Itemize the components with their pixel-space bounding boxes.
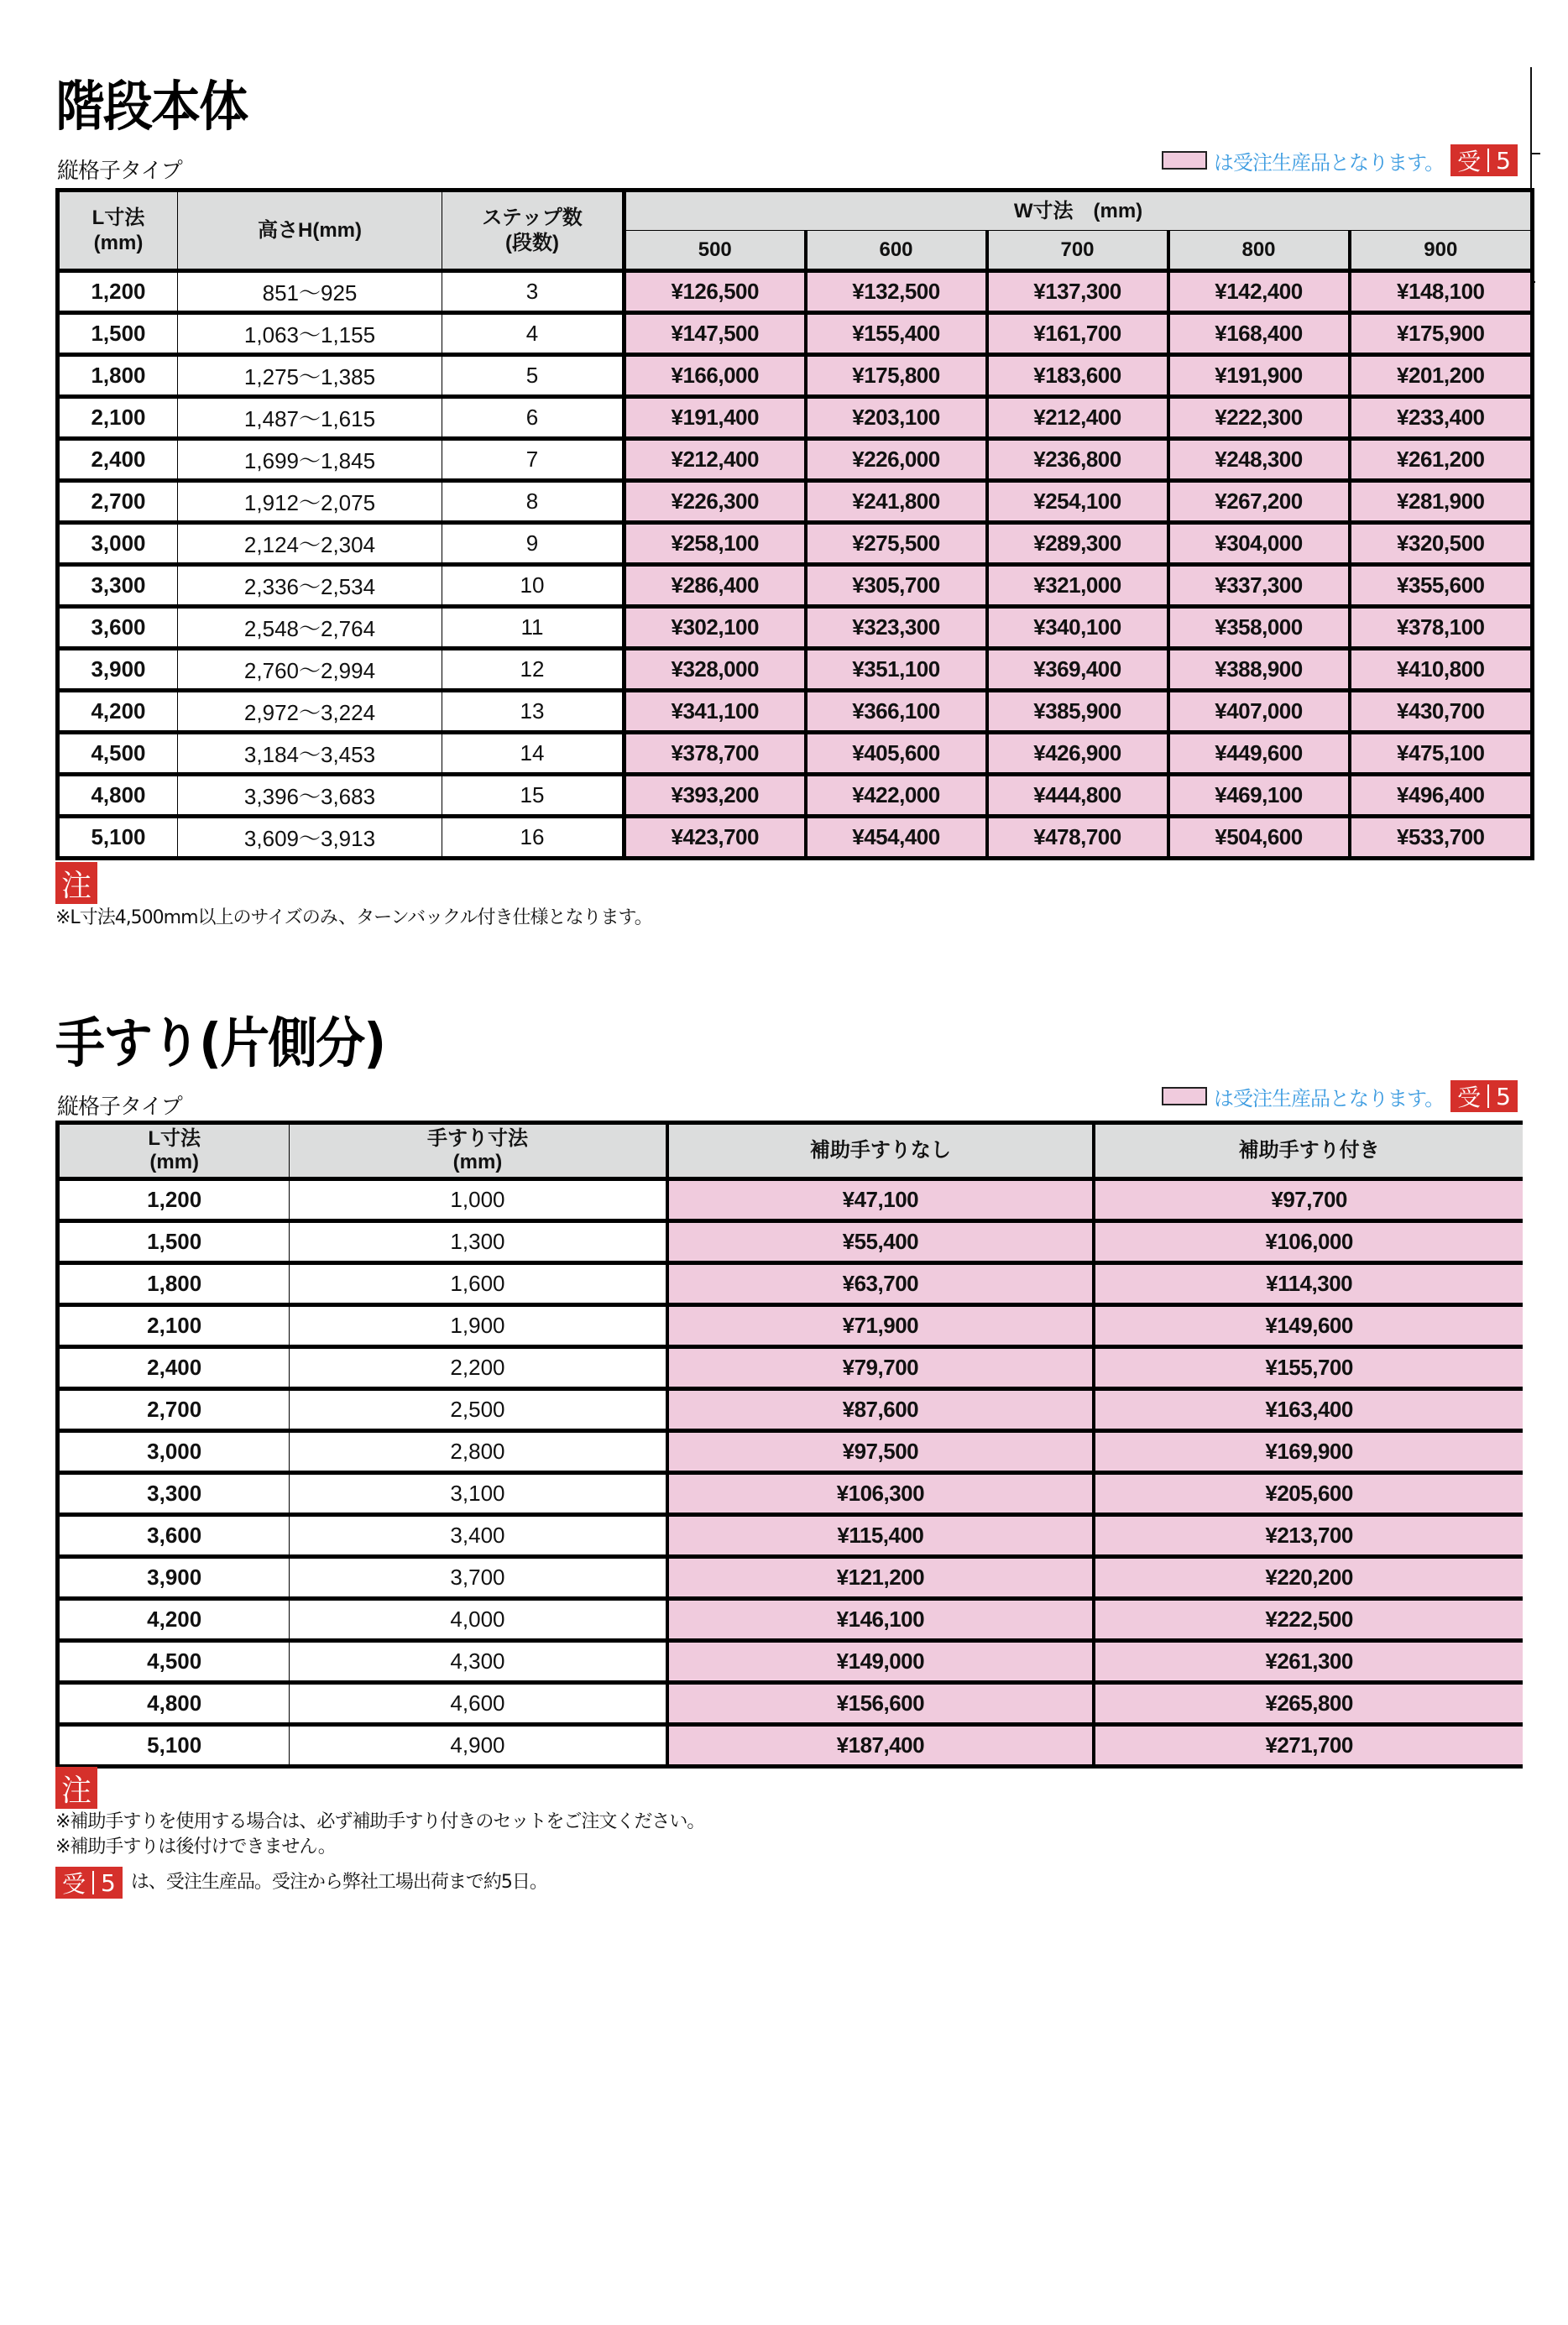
price-cell: ¥405,600: [806, 733, 987, 775]
price-cell: ¥191,900: [1168, 355, 1350, 397]
header-w-col: 900: [1350, 231, 1533, 271]
steps-cell: 12: [442, 649, 625, 691]
rail-size-cell: 1,300: [290, 1221, 667, 1263]
price-cell: ¥533,700: [1350, 817, 1533, 859]
table-row: [58, 1599, 1524, 1641]
price-cell: ¥423,700: [625, 817, 806, 859]
rail-size-cell: 3,700: [290, 1557, 667, 1599]
price-without-aux-cell: ¥115,400: [667, 1515, 1095, 1557]
rail-size-cell: 4,300: [290, 1641, 667, 1683]
price-cell: ¥504,600: [1168, 817, 1350, 859]
price-cell: ¥478,700: [987, 817, 1168, 859]
note-line: ※補助手すりは後付けできません。: [55, 1836, 336, 1857]
rail-size-cell: 1,000: [290, 1179, 667, 1221]
price-with-aux-cell: ¥169,900: [1094, 1431, 1523, 1473]
price-cell: ¥496,400: [1350, 775, 1533, 817]
price-cell: ¥369,400: [987, 649, 1168, 691]
price-cell: ¥305,700: [806, 565, 987, 607]
price-cell: ¥393,200: [625, 775, 806, 817]
note-line: ※補助手すりを使用する場合は、必ず補助手すり付きのセットをご注文ください。: [55, 1811, 705, 1832]
price-cell: ¥142,400: [1168, 271, 1350, 313]
price-with-aux-cell: ¥220,200: [1094, 1557, 1523, 1599]
steps-cell: 3: [442, 271, 625, 313]
table-row: [58, 481, 1533, 523]
header-w-col: 500: [625, 231, 806, 271]
table-row: [58, 1263, 1524, 1305]
price-without-aux-cell: ¥71,900: [667, 1305, 1095, 1347]
height-cell: 3,396～3,683: [178, 775, 442, 817]
badge-char: 受: [1457, 148, 1482, 175]
steps-cell: 15: [442, 775, 625, 817]
height-cell: 1,912～2,075: [178, 481, 442, 523]
badge-num: 5: [1496, 146, 1511, 175]
table-row: [58, 817, 1533, 859]
made-to-order-badge: [55, 1867, 123, 1899]
height-cell: 2,760～2,994: [178, 649, 442, 691]
l-size-cell: 4,200: [58, 691, 178, 733]
height-cell: 2,972～3,224: [178, 691, 442, 733]
price-cell: ¥366,100: [806, 691, 987, 733]
price-cell: ¥321,000: [987, 565, 1168, 607]
price-cell: ¥233,400: [1350, 397, 1533, 439]
table-row: [58, 775, 1533, 817]
header-w-col: 700: [987, 231, 1168, 271]
l-size-cell: 3,300: [58, 1473, 290, 1515]
price-with-aux-cell: ¥205,600: [1094, 1473, 1523, 1515]
price-cell: ¥222,300: [1168, 397, 1350, 439]
height-cell: 3,609～3,913: [178, 817, 442, 859]
steps-cell: 10: [442, 565, 625, 607]
table-row: [58, 313, 1533, 355]
price-cell: ¥201,200: [1350, 355, 1533, 397]
table-row: [58, 649, 1533, 691]
price-cell: ¥161,700: [987, 313, 1168, 355]
price-cell: ¥281,900: [1350, 481, 1533, 523]
table-row: [58, 523, 1533, 565]
l-size-cell: 5,100: [58, 817, 178, 859]
l-size-cell: 3,000: [58, 523, 178, 565]
note-icon: 注: [55, 862, 97, 904]
price-cell: ¥226,300: [625, 481, 806, 523]
price-cell: ¥226,000: [806, 439, 987, 481]
rail-size-cell: 4,600: [290, 1683, 667, 1725]
height-cell: 1,063～1,155: [178, 313, 442, 355]
price-cell: ¥378,100: [1350, 607, 1533, 649]
note-line: ※L寸法4,500mm以上のサイズのみ、ターンバックル付き仕様となります。: [55, 907, 652, 928]
l-size-cell: 1,200: [58, 1179, 290, 1221]
price-with-aux-cell: ¥114,300: [1094, 1263, 1523, 1305]
price-without-aux-cell: ¥79,700: [667, 1347, 1095, 1389]
l-size-cell: 4,800: [58, 775, 178, 817]
price-cell: ¥191,400: [625, 397, 806, 439]
section2-notes: [55, 1810, 704, 1860]
price-cell: ¥258,100: [625, 523, 806, 565]
legend-made-to-order-2: [1162, 1080, 1518, 1112]
section1-title: 階段本体: [55, 76, 248, 138]
steps-cell: 6: [442, 397, 625, 439]
table-row: [58, 1305, 1524, 1347]
table-row: [58, 1389, 1524, 1431]
price-cell: ¥254,100: [987, 481, 1168, 523]
price-cell: ¥351,100: [806, 649, 987, 691]
price-cell: ¥236,800: [987, 439, 1168, 481]
table-row: [58, 1473, 1524, 1515]
price-cell: ¥289,300: [987, 523, 1168, 565]
rail-size-cell: 2,500: [290, 1389, 667, 1431]
price-cell: ¥320,500: [1350, 523, 1533, 565]
price-cell: ¥358,000: [1168, 607, 1350, 649]
badge-num: 5: [1496, 1082, 1511, 1110]
price-cell: ¥168,400: [1168, 313, 1350, 355]
price-cell: ¥166,000: [625, 355, 806, 397]
l-size-cell: 2,700: [58, 1389, 290, 1431]
price-with-aux-cell: ¥261,300: [1094, 1641, 1523, 1683]
l-size-cell: 2,700: [58, 481, 178, 523]
height-cell: 3,184～3,453: [178, 733, 442, 775]
price-cell: ¥355,600: [1350, 565, 1533, 607]
l-size-cell: 3,900: [58, 649, 178, 691]
price-cell: ¥340,100: [987, 607, 1168, 649]
header-l-size: L寸法 (mm): [58, 1123, 290, 1179]
header-without-aux-rail: 補助手すりなし: [667, 1123, 1095, 1179]
rail-size-cell: 1,900: [290, 1305, 667, 1347]
steps-cell: 7: [442, 439, 625, 481]
section2-title: 手すり(片側分): [55, 1013, 385, 1075]
price-cell: ¥241,800: [806, 481, 987, 523]
steps-cell: 11: [442, 607, 625, 649]
header-l-size: L寸法 (mm): [58, 191, 178, 271]
table-row: [58, 271, 1533, 313]
price-cell: ¥341,100: [625, 691, 806, 733]
price-cell: ¥132,500: [806, 271, 987, 313]
price-with-aux-cell: ¥155,700: [1094, 1347, 1523, 1389]
steps-cell: 9: [442, 523, 625, 565]
header-w-col: 800: [1168, 231, 1350, 271]
price-cell: ¥275,500: [806, 523, 987, 565]
table-row: [58, 1515, 1524, 1557]
steps-cell: 14: [442, 733, 625, 775]
footer-made-to-order-note: [55, 1867, 547, 1899]
height-cell: 851～925: [178, 271, 442, 313]
table-row: [58, 1347, 1524, 1389]
price-cell: ¥469,100: [1168, 775, 1350, 817]
legend-swatch: [1162, 1087, 1207, 1105]
table-row: [58, 1221, 1524, 1263]
l-size-cell: 4,800: [58, 1683, 290, 1725]
price-without-aux-cell: ¥156,600: [667, 1683, 1095, 1725]
price-cell: ¥183,600: [987, 355, 1168, 397]
l-size-cell: 1,500: [58, 1221, 290, 1263]
price-without-aux-cell: ¥47,100: [667, 1179, 1095, 1221]
table-row: [58, 733, 1533, 775]
badge-char: 受: [62, 1870, 86, 1898]
price-without-aux-cell: ¥106,300: [667, 1473, 1095, 1515]
steps-cell: 13: [442, 691, 625, 733]
table-row: [58, 1683, 1524, 1725]
l-size-cell: 1,800: [58, 355, 178, 397]
badge-char: 受: [1457, 1084, 1482, 1111]
l-size-cell: 3,000: [58, 1431, 290, 1473]
table-row: [58, 1557, 1524, 1599]
note-icon: 注: [55, 1767, 97, 1809]
price-cell: ¥407,000: [1168, 691, 1350, 733]
table-row: [58, 607, 1533, 649]
l-size-cell: 2,100: [58, 1305, 290, 1347]
price-cell: ¥454,400: [806, 817, 987, 859]
price-cell: ¥286,400: [625, 565, 806, 607]
height-cell: 1,699～1,845: [178, 439, 442, 481]
table-row: [58, 1431, 1524, 1473]
made-to-order-badge: [1450, 1080, 1518, 1112]
price-cell: ¥137,300: [987, 271, 1168, 313]
rail-size-cell: 2,800: [290, 1431, 667, 1473]
price-without-aux-cell: ¥97,500: [667, 1431, 1095, 1473]
price-cell: ¥449,600: [1168, 733, 1350, 775]
height-cell: 2,124～2,304: [178, 523, 442, 565]
rail-size-cell: 3,100: [290, 1473, 667, 1515]
price-cell: ¥175,800: [806, 355, 987, 397]
price-cell: ¥203,100: [806, 397, 987, 439]
section2-subtitle: 縦格子タイプ: [57, 1095, 182, 1120]
price-with-aux-cell: ¥213,700: [1094, 1515, 1523, 1557]
price-cell: ¥410,800: [1350, 649, 1533, 691]
section1-subtitle: 縦格子タイプ: [57, 159, 182, 184]
price-with-aux-cell: ¥106,000: [1094, 1221, 1523, 1263]
rail-size-cell: 4,900: [290, 1725, 667, 1767]
footer-text: は、受注生産品。受注から弊社工場出荷まで約5日。: [130, 1872, 547, 1893]
section1-notes: [55, 906, 652, 931]
price-cell: ¥155,400: [806, 313, 987, 355]
price-cell: ¥475,100: [1350, 733, 1533, 775]
price-cell: ¥147,500: [625, 313, 806, 355]
height-cell: 1,487～1,615: [178, 397, 442, 439]
height-cell: 2,548～2,764: [178, 607, 442, 649]
table-row: [58, 565, 1533, 607]
l-size-cell: 3,600: [58, 1515, 290, 1557]
made-to-order-badge: [1450, 144, 1518, 176]
table-row: [58, 1725, 1524, 1767]
legend-text: は受注生産品となります。: [1214, 1086, 1445, 1110]
badge-num: 5: [101, 1868, 116, 1897]
price-with-aux-cell: ¥97,700: [1094, 1179, 1523, 1221]
price-cell: ¥212,400: [987, 397, 1168, 439]
l-size-cell: 4,500: [58, 733, 178, 775]
l-size-cell: 3,900: [58, 1557, 290, 1599]
price-cell: ¥261,200: [1350, 439, 1533, 481]
header-w-size: W寸法 (mm): [625, 191, 1533, 231]
margin-tick: [1530, 153, 1540, 154]
price-without-aux-cell: ¥55,400: [667, 1221, 1095, 1263]
table-row: [58, 1641, 1524, 1683]
header-steps: ステップ数 (段数): [442, 191, 625, 271]
header-w-col: 600: [806, 231, 987, 271]
price-without-aux-cell: ¥121,200: [667, 1557, 1095, 1599]
price-cell: ¥267,200: [1168, 481, 1350, 523]
l-size-cell: 5,100: [58, 1725, 290, 1767]
price-cell: ¥148,100: [1350, 271, 1533, 313]
price-cell: ¥248,300: [1168, 439, 1350, 481]
header-rail-size: 手すり寸法 (mm): [290, 1123, 667, 1179]
price-cell: ¥426,900: [987, 733, 1168, 775]
price-cell: ¥444,800: [987, 775, 1168, 817]
l-size-cell: 3,600: [58, 607, 178, 649]
table-row: [58, 355, 1533, 397]
price-cell: ¥323,300: [806, 607, 987, 649]
l-size-cell: 1,500: [58, 313, 178, 355]
price-cell: ¥304,000: [1168, 523, 1350, 565]
l-size-cell: 3,300: [58, 565, 178, 607]
price-with-aux-cell: ¥265,800: [1094, 1683, 1523, 1725]
l-size-cell: 2,400: [58, 1347, 290, 1389]
table-row: [58, 439, 1533, 481]
legend-text: は受注生産品となります。: [1214, 150, 1445, 175]
header-height: 高さH(mm): [178, 191, 442, 271]
price-with-aux-cell: ¥163,400: [1094, 1389, 1523, 1431]
steps-cell: 5: [442, 355, 625, 397]
price-cell: ¥126,500: [625, 271, 806, 313]
rail-size-cell: 4,000: [290, 1599, 667, 1641]
header-with-aux-rail: 補助手すり付き: [1094, 1123, 1523, 1179]
price-cell: ¥337,300: [1168, 565, 1350, 607]
price-with-aux-cell: ¥149,600: [1094, 1305, 1523, 1347]
price-without-aux-cell: ¥87,600: [667, 1389, 1095, 1431]
price-cell: ¥430,700: [1350, 691, 1533, 733]
price-cell: ¥175,900: [1350, 313, 1533, 355]
legend-made-to-order: [1162, 144, 1518, 176]
price-without-aux-cell: ¥63,700: [667, 1263, 1095, 1305]
l-size-cell: 4,500: [58, 1641, 290, 1683]
price-with-aux-cell: ¥222,500: [1094, 1599, 1523, 1641]
table-row: [58, 1179, 1524, 1221]
rail-size-cell: 2,200: [290, 1347, 667, 1389]
price-cell: ¥385,900: [987, 691, 1168, 733]
l-size-cell: 1,800: [58, 1263, 290, 1305]
price-cell: ¥328,000: [625, 649, 806, 691]
l-size-cell: 2,400: [58, 439, 178, 481]
price-cell: ¥212,400: [625, 439, 806, 481]
table-row: [58, 691, 1533, 733]
price-without-aux-cell: ¥146,100: [667, 1599, 1095, 1641]
steps-cell: 8: [442, 481, 625, 523]
price-cell: ¥388,900: [1168, 649, 1350, 691]
stair-price-table: [55, 188, 1534, 860]
price-without-aux-cell: ¥187,400: [667, 1725, 1095, 1767]
legend-swatch: [1162, 151, 1207, 170]
steps-cell: 4: [442, 313, 625, 355]
price-cell: ¥422,000: [806, 775, 987, 817]
height-cell: 2,336～2,534: [178, 565, 442, 607]
steps-cell: 16: [442, 817, 625, 859]
height-cell: 1,275～1,385: [178, 355, 442, 397]
price-with-aux-cell: ¥271,700: [1094, 1725, 1523, 1767]
table-row: [58, 397, 1533, 439]
l-size-cell: 2,100: [58, 397, 178, 439]
price-cell: ¥302,100: [625, 607, 806, 649]
rail-size-cell: 3,400: [290, 1515, 667, 1557]
handrail-price-table: [55, 1121, 1523, 1769]
l-size-cell: 4,200: [58, 1599, 290, 1641]
rail-size-cell: 1,600: [290, 1263, 667, 1305]
l-size-cell: 1,200: [58, 271, 178, 313]
price-cell: ¥378,700: [625, 733, 806, 775]
price-without-aux-cell: ¥149,000: [667, 1641, 1095, 1683]
